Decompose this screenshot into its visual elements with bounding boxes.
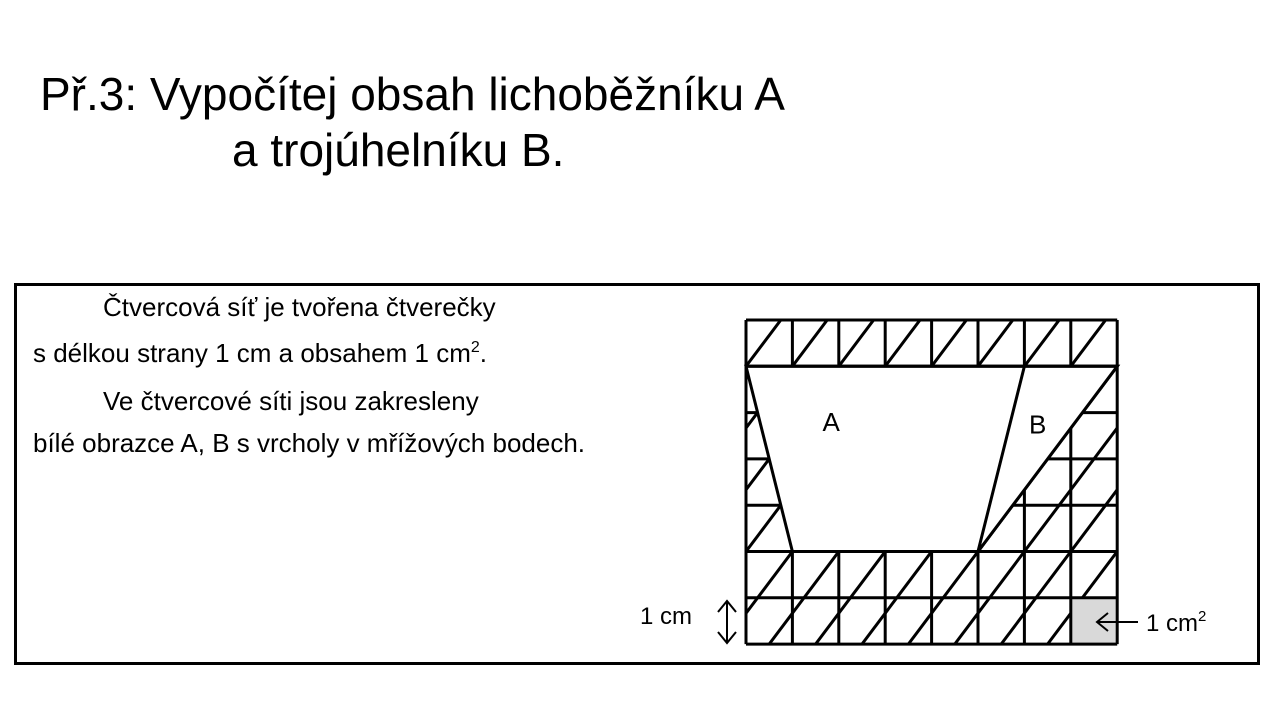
hatch-line	[468, 274, 816, 720]
hatch-line	[1071, 274, 1280, 720]
hatch-line	[375, 274, 723, 720]
hatch-line	[421, 274, 769, 720]
hatch-line	[1117, 274, 1280, 720]
paragraph-2-main: s délkou strany 1 cm a obsahem 1 cm	[33, 338, 471, 368]
double-arrow-icon	[718, 601, 736, 643]
paragraph-2-sup: 2	[470, 339, 480, 356]
hatch-line	[1024, 274, 1280, 720]
shape-b-label: B	[1029, 409, 1047, 440]
unit-area-label-sup: 2	[1198, 608, 1207, 625]
title-line-2: a trojúhelníku B.	[232, 124, 565, 176]
paragraph-1: Čtvercová síť je tvořena čtverečky	[103, 292, 496, 322]
unit-square-shaded	[1071, 598, 1117, 644]
paragraph-4: bílé obrazce A, B s vrcholy v mřížových bodech.	[33, 428, 586, 458]
hatch-line	[328, 274, 676, 720]
unit-area-label-main: 1 cm	[1146, 610, 1199, 637]
paragraph-3: Ve čtvercové síti jsou zakresleny	[103, 386, 479, 416]
paragraph-2-end: .	[479, 338, 488, 368]
shape-a-label: A	[822, 407, 840, 438]
unit-area-label	[1146, 608, 1206, 637]
hatch-line	[1164, 274, 1280, 720]
hatch-line	[1256, 274, 1280, 720]
title-line-1: Př.3: Vypočítej obsah lichoběžníku A	[40, 68, 785, 120]
hatch-line	[1210, 274, 1280, 720]
unit-length-label: 1 cm	[640, 603, 693, 630]
